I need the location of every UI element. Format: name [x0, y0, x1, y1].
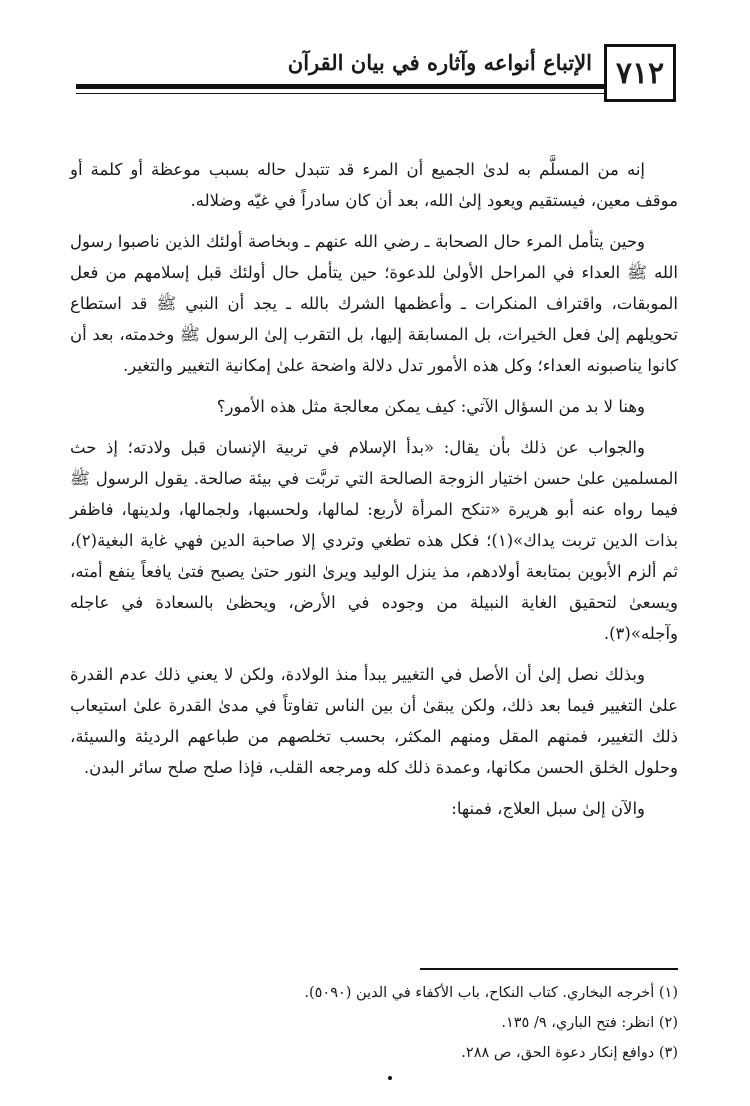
footnote: (١) أخرجه البخاري. كتاب النكاح، باب الأكفاء في الدين (٥٠٩٠). — [304, 985, 678, 1001]
footnote-separator — [420, 968, 678, 970]
page-number: ٧١٢ — [615, 55, 665, 91]
page-header — [76, 44, 676, 104]
running-title: الإتباع أنواعه وآثاره في بيان القرآن — [287, 50, 592, 75]
print-speck — [388, 1076, 392, 1080]
paragraph: وحين يتأمل المرء حال الصحابة ـ رضي الله عنهم ـ وبخاصة أولئك الذين ناصبوا رسول الله ﷺ العداء في المراحل الأولىٰ للدعوة؛ حين يتأمل حال أولئك قبل إسلامهم من فعل الموبقات، واقتراف المنكرات ـ وأعظمها الشرك بالله ـ يجد أن النبي ﷺ قد استطاع تحويلهم إلىٰ فعل الخيرات، بل المسابقة إليها، بل التقرب إلىٰ الرسول ﷺ وخدمته، بعد أن كانوا يناصبونه العداء؛ وكل هذه الأمور تدل دلالة واضحة علىٰ إمكانية التغيير والتغير. — [70, 232, 678, 375]
paragraph: إنه من المسلَّم به لدىٰ الجميع أن المرء قد تتبدل حاله بسبب موعظة أو كلمة أو موقف معين، فيستقيم ويعود إلىٰ الله، بعد أن كان سادراً في غيّه وضلاله. — [70, 160, 678, 210]
footnote: (٢) انظر: فتح الباري، ٩/ ١٣٥. — [501, 1015, 678, 1031]
footnotes — [70, 978, 678, 1068]
paragraph: والآن إلىٰ سبل العلاج، فمنها: — [451, 799, 645, 818]
paragraph: والجواب عن ذلك بأن يقال: «بدأ الإسلام في تربية الإنسان قبل ولادته؛ إذ حث المسلمين علىٰ حسن اختيار الزوجة الصالحة التي تربَّت في بيئة صالحة. يقول الرسول ﷺ فيما رواه عنه أبو هريرة «تنكح المرأة لأربع: لمالها، ولحسبها، ولجمالها، ولدينها، فاظفر بذات الدين تربت يداك»(١)؛ فكل هذه تطغي وتردي إلا صاحبة الدين فهي غاية البغية(٢)، ثم ألزم الأبوين بمتابعة أولادهم، مذ ينزل الوليد ويرىٰ النور حتىٰ يصبح فتىٰ يافعاً ينفع أمته، ويسعىٰ لتحقيق الغاية النبيلة من وجوده في الأرض، ويحظىٰ بالسعادة في عاجله وآجله»(٣). — [70, 438, 678, 643]
footnote: (٣) دوافع إنكار دعوة الحق، ص ٢٨٨. — [461, 1045, 678, 1061]
page-number-box — [604, 44, 676, 102]
header-rule-thick — [76, 84, 604, 89]
header-rule-thin — [76, 93, 604, 94]
paragraph: وبذلك نصل إلىٰ أن الأصل في التغيير يبدأ منذ الولادة، ولكن لا يعني ذلك عدم القدرة علىٰ التغيير فيما بعد ذلك، ولكن يبقىٰ أن بين الناس تفاوتاً في مدىٰ القدرة علىٰ استيعاب ذلك التغيير، فمنهم المقل ومنهم المكثر، بحسب تخلصهم من طباعهم الرديئة والسيئة، وحلول الخلق الحسن مكانها، وعمدة ذلك كله ومرجعه القلب، فإذا صلح صلح سائر البدن. — [70, 665, 678, 777]
body-text — [70, 154, 678, 834]
paragraph: وهنا لا بد من السؤال الآتي: كيف يمكن معالجة مثل هذه الأمور؟ — [216, 397, 645, 416]
